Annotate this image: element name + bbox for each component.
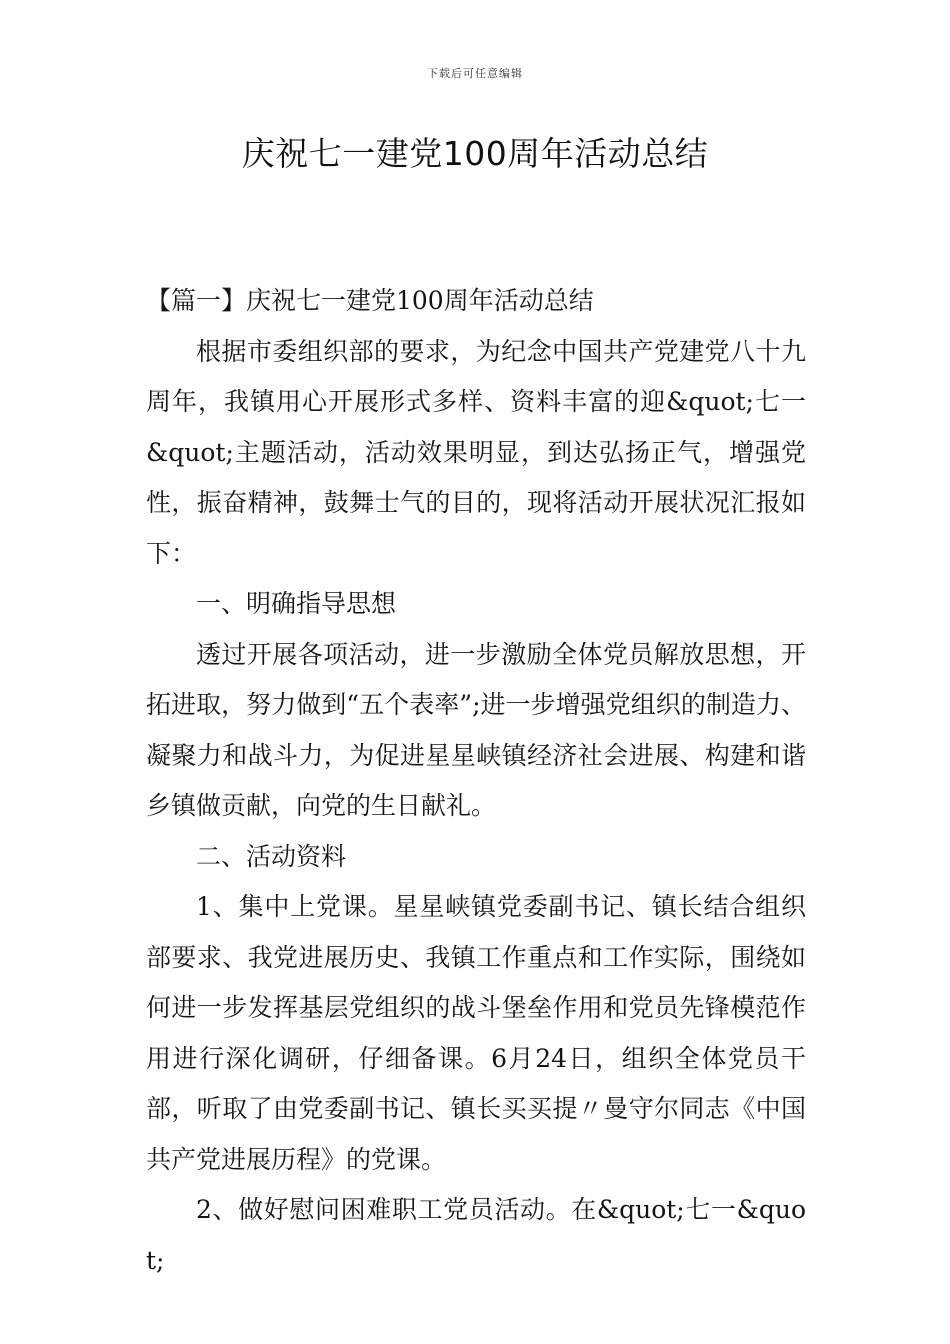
paragraph-guiding-thought: 透过开展各项活动，进一步激励全体党员解放思想，开拓进取，努力做到“五个表率”;进一步增强党组织的制造力、凝聚力和战斗力，为促进星星峡镇经济社会进展、构建和谐乡镇做贡献，向党的生日献礼。 <box>146 639 806 820</box>
paragraph-intro: 根据市委组织部的要求，为纪念中国共产党建党八十九周年，我镇用心开展形式多样、资料丰富的迎&quot;七一&quot;主题活动，活动效果明显，到达弘扬正气，增强党性，振奋精神，鼓舞士气的目的，现将活动开展状况汇报如下： <box>146 336 806 568</box>
paragraph-heading-1: 一、明确指导思想 <box>196 589 397 618</box>
header-note: 下载后可任意编辑 <box>427 67 523 80</box>
paragraph-party-lecture: 1、集中上党课。星星峡镇党委副书记、镇长结合组织部要求、我党进展历史、我镇工作重点和工作实际，围绕如何进一步发挥基层党组织的战斗堡垒作用和党员先锋模范作用进行深化调研，仔细备课。6月24日，组织全体党员干部，听取了由党委副书记、镇长买买提〃曼守尔同志《中国共产党进展历程》的党课。 <box>146 892 806 1174</box>
document-title: 庆祝七一建党100周年活动总结 <box>241 134 709 173</box>
paragraph-heading-2: 二、活动资料 <box>196 841 347 871</box>
section-heading: 【篇一】庆祝七一建党100周年活动总结 <box>146 286 594 315</box>
paragraph-condolence: 2、做好慰问困难职工党员活动。在&quot;七一&quot; <box>146 1195 806 1275</box>
document-body <box>146 276 806 1286</box>
